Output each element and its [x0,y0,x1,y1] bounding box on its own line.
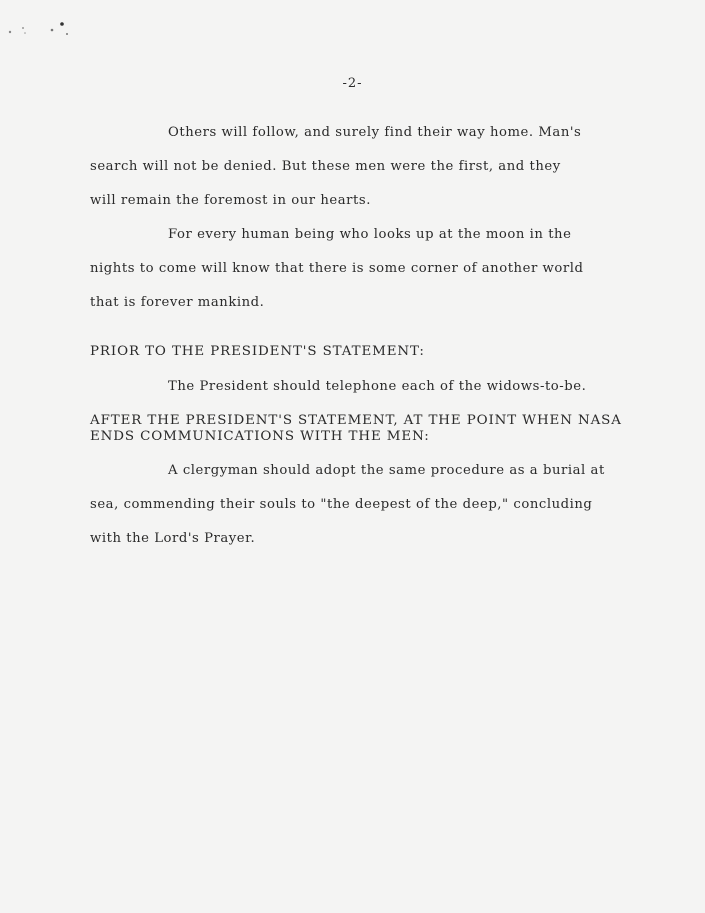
paragraph-2-line-3: that is forever mankind. [90,295,265,310]
paragraph-3-line-1: A clergyman should adopt the same procedure as a burial at [168,463,605,478]
heading-prior-statement: PRIOR TO THE PRESIDENT'S STATEMENT: [90,344,425,359]
paragraph-1-line-1: Others will follow, and surely find their way home. Man's [168,125,582,140]
paragraph-1-line-2: search will not be denied. But these men were the first, and they [90,159,561,174]
heading-after-line-2: ENDS COMMUNICATIONS WITH THE MEN: [90,429,430,444]
heading-after-line-1: AFTER THE PRESIDENT'S STATEMENT, AT THE POINT WHEN NASA [90,413,622,428]
page-number: -2- [342,76,363,91]
paragraph-3-line-2: sea, commending their souls to "the deepest of the deep," concluding [90,497,593,512]
prior-instruction: The President should telephone each of the widows-to-be. [168,379,587,394]
paragraph-2-line-1: For every human being who looks up at the moon in the [168,227,572,242]
paragraph-2-line-2: nights to come will know that there is some corner of another world [90,261,584,276]
paragraph-1-line-3: will remain the foremost in our hearts. [90,193,371,208]
paragraph-3-line-3: with the Lord's Prayer. [90,531,256,546]
scan-specks [0,0,120,60]
